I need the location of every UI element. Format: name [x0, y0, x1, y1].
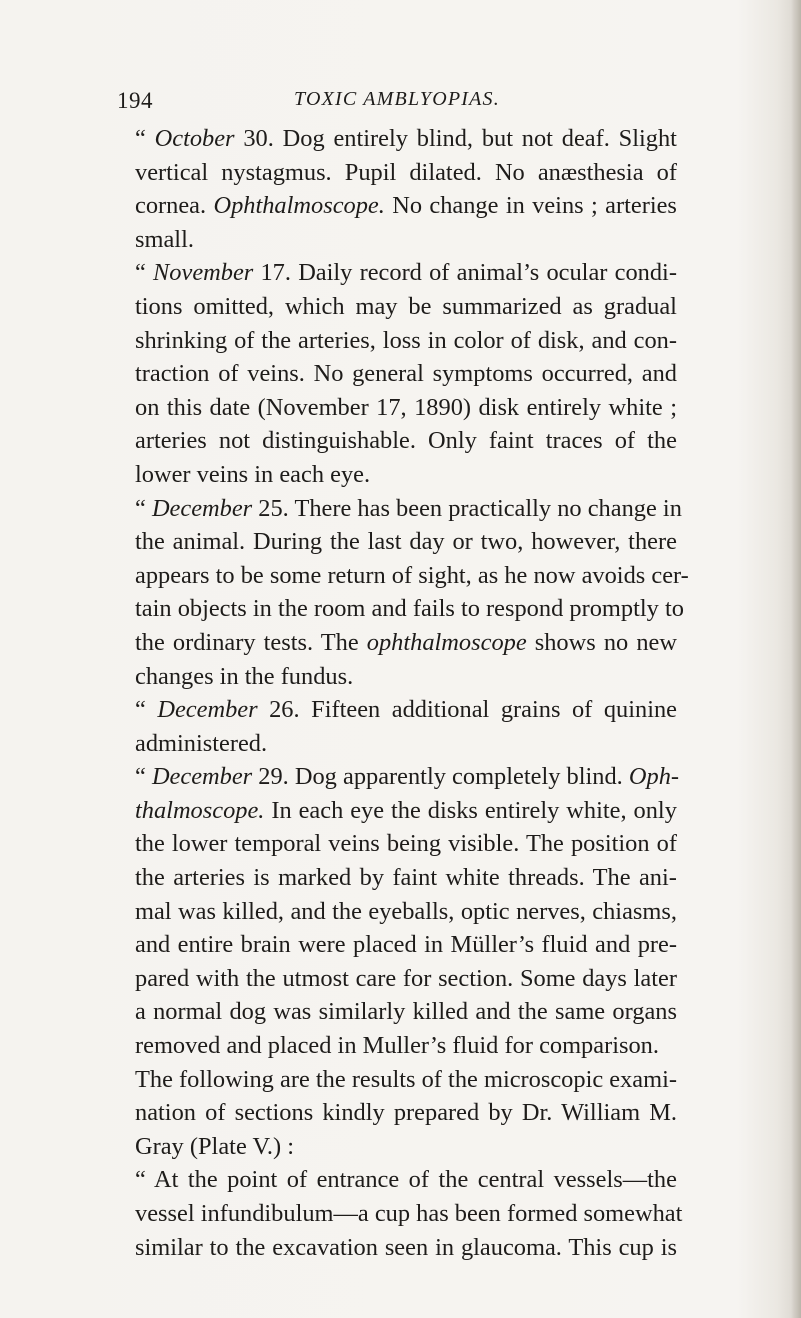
italic-word: November	[153, 259, 254, 287]
italic-word: Oph-	[628, 763, 680, 791]
italic-word: thalmoscope.	[135, 796, 265, 824]
text-line: the animal. During the last day or two, however, there	[135, 528, 677, 556]
paragraph-december-25	[117, 492, 689, 694]
text-line: “ December 26. Fifteen additional grains of quinine	[135, 696, 678, 724]
italic-word: Ophthalmoscope.	[213, 192, 385, 220]
italic-word: December	[157, 696, 258, 724]
paragraph-november-17	[117, 256, 677, 491]
text-line: “ November 17. Daily record of animal’s ocular condi-	[135, 259, 677, 287]
page-header	[117, 88, 697, 118]
text-line: shrinking of the arteries, loss in color of disk, and con-	[135, 326, 677, 354]
text-line: the lower temporal veins being visible. The position of	[135, 830, 677, 858]
text-line: the arteries is marked by faint white threads. The ani-	[135, 864, 677, 892]
text-line: similar to the excavation seen in glaucoma. This cup is	[135, 1233, 678, 1261]
text-line: “ December 29. Dog apparently completely blind. Oph-	[135, 763, 680, 791]
paragraph-december-29	[117, 760, 680, 1062]
page-number: 194	[117, 88, 153, 113]
text-line: lower veins in each eye.	[135, 460, 371, 488]
text-line: nation of sections kindly prepared by Dr. William M.	[135, 1099, 677, 1127]
italic-word: October	[154, 125, 235, 152]
italic-word: December	[151, 763, 253, 791]
running-head: TOXIC AMBLYOPIAS.	[294, 88, 500, 110]
text-line: “ October 30. Dog entirely blind, but not deaf. Slight	[135, 125, 677, 152]
text-line: cornea. Ophthalmoscope. No change in veins ; arteries	[135, 192, 677, 220]
text-line: a normal dog was similarly killed and the same organs	[135, 998, 677, 1026]
text-line: tain objects in the room and fails to respond promptly to	[135, 595, 684, 623]
text-line: and entire brain were placed in Müller’s fluid and pre-	[135, 931, 677, 959]
body-text	[117, 122, 689, 1264]
text-line: thalmoscope. In each eye the disks entirely white, only	[135, 796, 677, 824]
text-line: vessel infundibulum—a cup has been formed somewhat	[135, 1200, 683, 1227]
text-line: The following are the results of the microscopic exami-	[135, 1065, 677, 1093]
paragraph-october-30	[117, 122, 677, 256]
text-line: arteries not distinguishable. Only faint traces of the	[135, 427, 677, 455]
italic-word: ophthalmoscope	[366, 628, 527, 656]
text-line: the ordinary tests. The ophthalmoscope shows no new	[135, 628, 677, 656]
text-line: vertical nystagmus. Pupil dilated. No anæsthesia of	[135, 158, 677, 186]
text-line: “ December 25. There has been practically no change in	[135, 494, 682, 522]
page-edge-shadow	[791, 0, 801, 1318]
text-line: pared with the utmost care for section. Some days later	[135, 964, 677, 992]
text-line: “ At the point of entrance of the central vessels—the	[135, 1166, 677, 1194]
paragraph-microscopic-results	[117, 1063, 677, 1164]
paragraph-december-26	[117, 693, 677, 760]
text-line: administered.	[135, 729, 268, 757]
text-line: removed and placed in Muller’s fluid for comparison.	[135, 1032, 659, 1060]
text-line: Gray (Plate V.) :	[135, 1132, 295, 1160]
text-line: tions omitted, which may be summarized as gradual	[135, 292, 677, 320]
text-line: on this date (November 17, 1890) disk entirely white ;	[135, 393, 677, 421]
italic-word: December	[151, 494, 253, 522]
text-line: traction of veins. No general symptoms occurred, and	[135, 360, 677, 388]
text-line: appears to be some return of sight, as he now avoids cer-	[135, 561, 689, 589]
text-line: mal was killed, and the eyeballs, optic nerves, chiasms,	[135, 897, 677, 925]
paragraph-central-vessels	[117, 1163, 683, 1264]
text-line: small.	[135, 225, 194, 253]
text-line: changes in the fundus.	[135, 662, 354, 690]
